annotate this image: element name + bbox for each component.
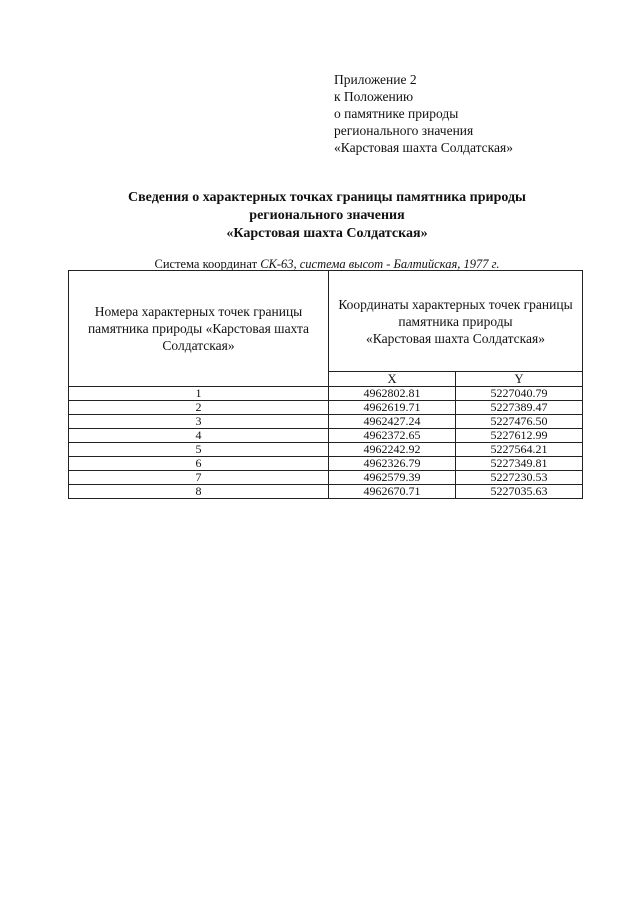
point-number-cell: 5 xyxy=(69,443,329,457)
x-coordinate-cell: 4962619.71 xyxy=(329,401,456,415)
table-row xyxy=(69,471,583,485)
y-coordinate-cell: 5227040.79 xyxy=(455,387,582,401)
table-row xyxy=(69,429,583,443)
point-number-cell: 3 xyxy=(69,415,329,429)
y-coordinate-cell: 5227230.53 xyxy=(455,471,582,485)
point-number-cell: 2 xyxy=(69,401,329,415)
y-coordinate-cell: 5227476.50 xyxy=(455,415,582,429)
coordinate-system-note xyxy=(60,257,594,271)
x-coordinate-cell: 4962427.24 xyxy=(329,415,456,429)
x-coordinate-cell: 4962579.39 xyxy=(329,471,456,485)
coords-column-header xyxy=(329,271,583,372)
appendix-line: регионального значения xyxy=(334,123,474,138)
x-coordinate-cell: 4962326.79 xyxy=(329,457,456,471)
coordinate-system-prefix: Система координат xyxy=(154,257,258,271)
heading-line: Сведения о характерных точках границы памятника природы xyxy=(128,190,526,205)
y-coordinate-cell: 5227035.63 xyxy=(455,485,582,499)
x-column-header: X xyxy=(329,372,456,387)
heading-line: «Карстовая шахта Солдатская» xyxy=(226,226,428,241)
table-row xyxy=(69,457,583,471)
appendix-note xyxy=(334,71,513,156)
point-number-cell: 6 xyxy=(69,457,329,471)
appendix-line: «Карстовая шахта Солдатская» xyxy=(334,140,513,155)
appendix-line: о памятнике природы xyxy=(334,106,459,121)
coordinates-table-body xyxy=(69,271,583,499)
point-number-cell: 1 xyxy=(69,387,329,401)
document-heading xyxy=(60,189,594,243)
table-row xyxy=(69,401,583,415)
appendix-line: Приложение 2 xyxy=(334,72,417,87)
x-coordinate-cell: 4962802.81 xyxy=(329,387,456,401)
points-header-line: Номера характерных точек границы xyxy=(94,304,303,319)
heading-line: регионального значения xyxy=(249,208,405,223)
table-row xyxy=(69,415,583,429)
point-number-cell: 8 xyxy=(69,485,329,499)
coords-header-line: Координаты характерных точек границы xyxy=(338,296,573,312)
y-coordinate-cell: 5227612.99 xyxy=(455,429,582,443)
x-coordinate-cell: 4962372.65 xyxy=(329,429,456,443)
coordinate-system-value: СК-63, система высот - Балтийская, 1977 г. xyxy=(260,257,500,271)
table-row xyxy=(69,485,583,499)
y-coordinate-cell: 5227389.47 xyxy=(455,401,582,415)
point-number-cell: 7 xyxy=(69,471,329,485)
point-number-cell: 4 xyxy=(69,429,329,443)
table-row xyxy=(69,443,583,457)
points-header-line: Солдатская» xyxy=(162,338,235,353)
coordinates-table xyxy=(68,270,583,499)
points-column-header xyxy=(69,271,329,387)
coords-header-line: «Карстовая шахта Солдатская» xyxy=(366,330,545,346)
y-column-header: Y xyxy=(455,372,582,387)
x-coordinate-cell: 4962242.92 xyxy=(329,443,456,457)
appendix-line: к Положению xyxy=(334,89,414,104)
y-coordinate-cell: 5227349.81 xyxy=(455,457,582,471)
x-coordinate-cell: 4962670.71 xyxy=(329,485,456,499)
coords-header-line: памятника природы xyxy=(398,313,513,329)
table-row xyxy=(69,387,583,401)
table-header-row xyxy=(69,271,583,372)
y-coordinate-cell: 5227564.21 xyxy=(455,443,582,457)
points-header-line: памятника природы «Карстовая шахта xyxy=(87,321,310,336)
